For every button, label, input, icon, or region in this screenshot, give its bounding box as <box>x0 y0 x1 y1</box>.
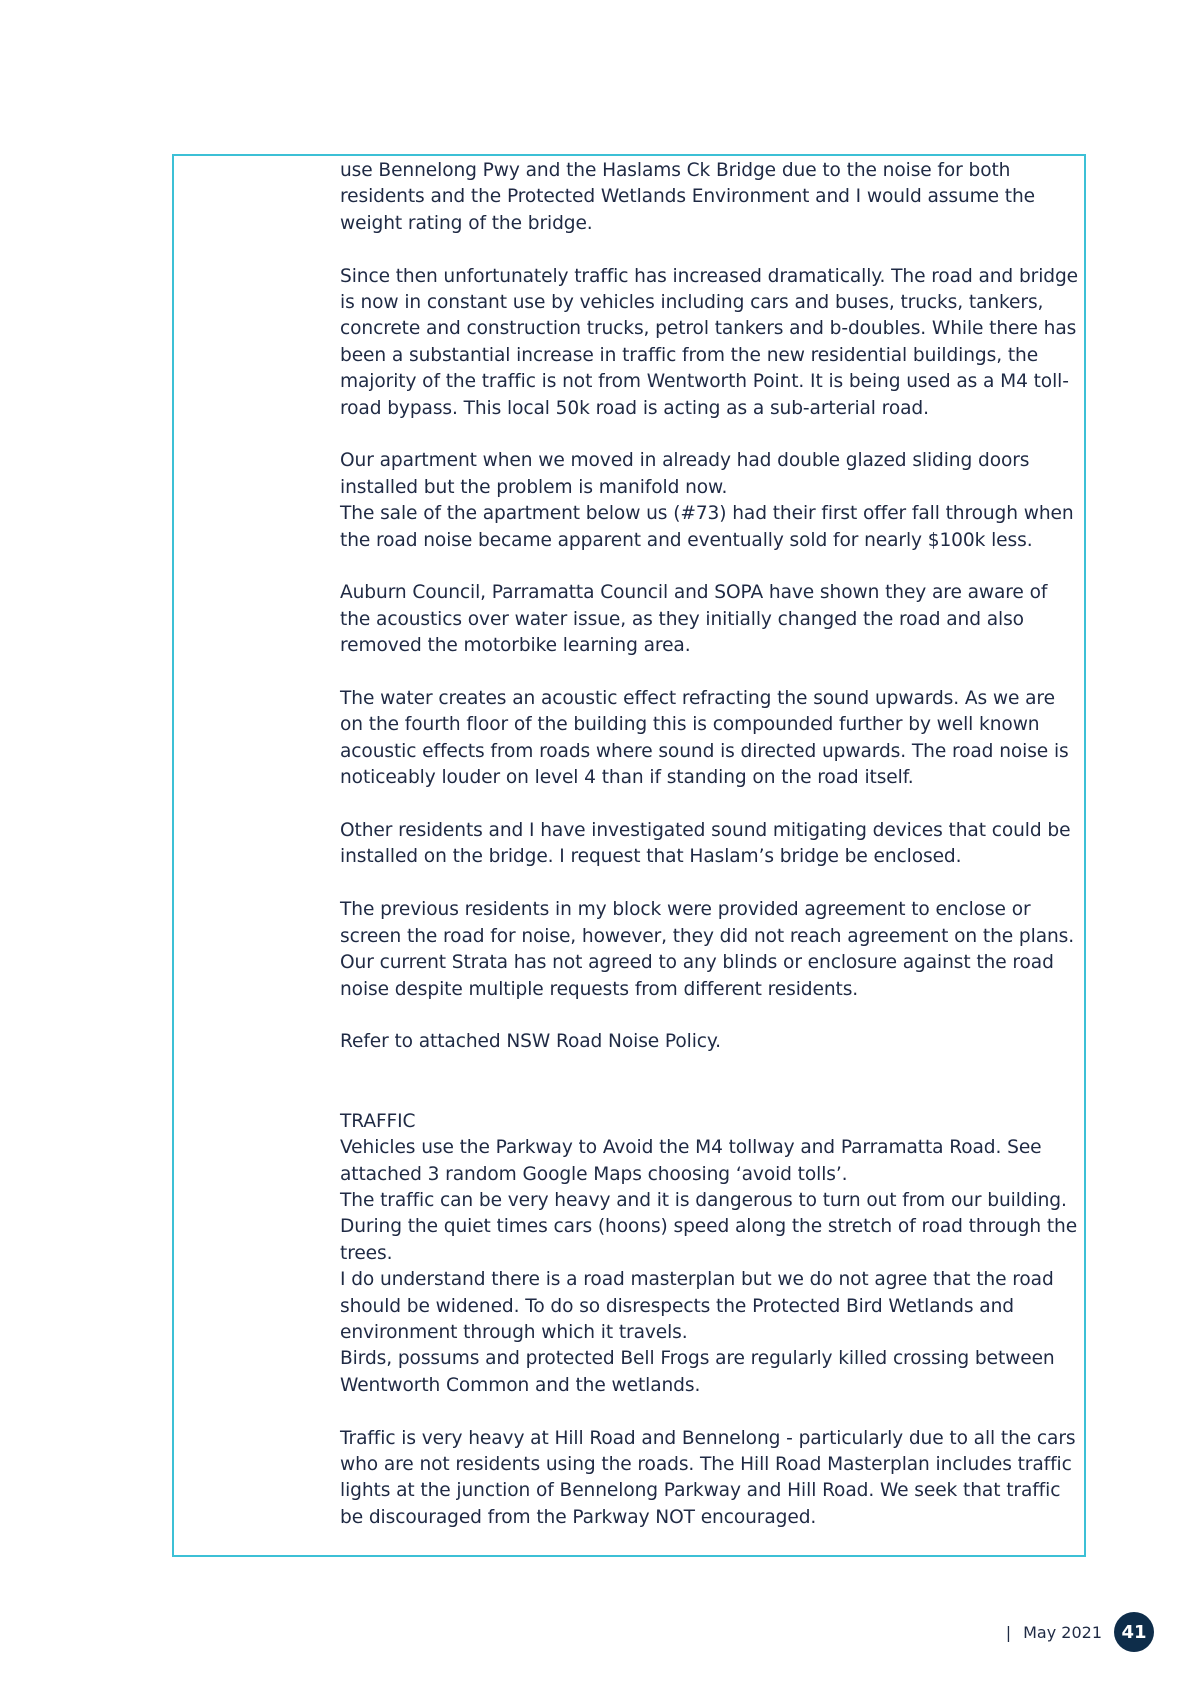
section-heading-traffic: TRAFFIC <box>340 1110 416 1132</box>
traffic-danger-text: The traffic can be very heavy and it is dangerous to turn out from our building. During the quiet times cars (hoons) speed along the stretch of road through the trees. <box>340 1189 1078 1264</box>
page-number-badge: 41 <box>1114 1612 1154 1652</box>
paragraph-noise-policy: Refer to attached NSW Road Noise Policy. <box>340 1031 721 1053</box>
traffic-tollway-text: Vehicles use the Parkway to Avoid the M4 tollway and Parramatta Road. See attached 3 random Google Maps choosing ‘avoid tolls’. <box>340 1137 1042 1185</box>
paragraph-hill-road: Traffic is very heavy at Hill Road and Bennelong - particularly due to all the cars who are not residents using the roads. The Hill Road Masterplan includes traffic lights at the junction of Bennelong Parkway and Hill Road. We seek that traffic be discouraged from the Parkway NOT encouraged. <box>340 1427 1076 1528</box>
paragraph-previous-residents: The previous residents in my block were provided agreement to enclose or screen the road for noise, however, they did not reach agreement on the plans. Our current Strata has not agreed to any blinds or enclosure against the road noise despite multiple requests from different residents. <box>340 899 1075 1000</box>
paragraph-apartment <box>340 448 1080 554</box>
paragraph-traffic <box>340 1135 1080 1399</box>
traffic-masterplan-text: I do understand there is a road masterplan but we do not agree that the road should be widened. To do so disrespects the Protected Bird Wetlands and environment through which it travels. <box>340 1269 1054 1343</box>
paragraph-mitigation: Other residents and I have investigated sound mitigating devices that could be installed on the bridge. I request that Haslam’s bridge be enclosed. <box>340 820 1071 868</box>
paragraph-bridge-noise: use Bennelong Pwy and the Haslams Ck Bridge due to the noise for both residents and the Protected Wetlands Environment and I would assume the weight rating of the bridge. <box>340 160 1036 234</box>
apartment-sale-text: The sale of the apartment below us (#73) had their first offer fall through when the road noise became apparent and eventually sold for nearly $100k less. <box>340 503 1074 551</box>
page-footer <box>1006 1610 1154 1654</box>
paragraph-traffic-increase: Since then unfortunately traffic has increased dramatically. The road and bridge is now in constant use by vehicles including cars and buses, trucks, tankers, concrete and construction trucks, petrol tankers and b-doubles. While there has been a substantial increase in traffic from the new residential buildings, the majority of the traffic is not from Wentworth Point. It is being used as a M4 toll-road bypass. This local 50k road is acting as a sub-arterial road. <box>340 265 1079 419</box>
footer-separator: | <box>1005 1622 1012 1642</box>
footer-date: May 2021 <box>1023 1622 1102 1642</box>
paragraph-acoustics: The water creates an acoustic effect refracting the sound upwards. As we are on the fourth floor of the building this is compounded further by well known acoustic effects from roads where sound is directed upwards. The road noise is noticeably louder on level 4 than if standing on the road itself. <box>340 688 1069 789</box>
apartment-glazing-text: Our apartment when we moved in already had double glazed sliding doors installed but the problem is manifold now. <box>340 450 1030 498</box>
document-body <box>340 158 1080 1558</box>
traffic-wildlife-text: Birds, possums and protected Bell Frogs are regularly killed crossing between Wentworth Common and the wetlands. <box>340 1348 1055 1396</box>
paragraph-councils: Auburn Council, Parramatta Council and SOPA have shown they are aware of the acoustics over water issue, as they initially changed the road and also removed the motorbike learning area. <box>340 582 1048 657</box>
